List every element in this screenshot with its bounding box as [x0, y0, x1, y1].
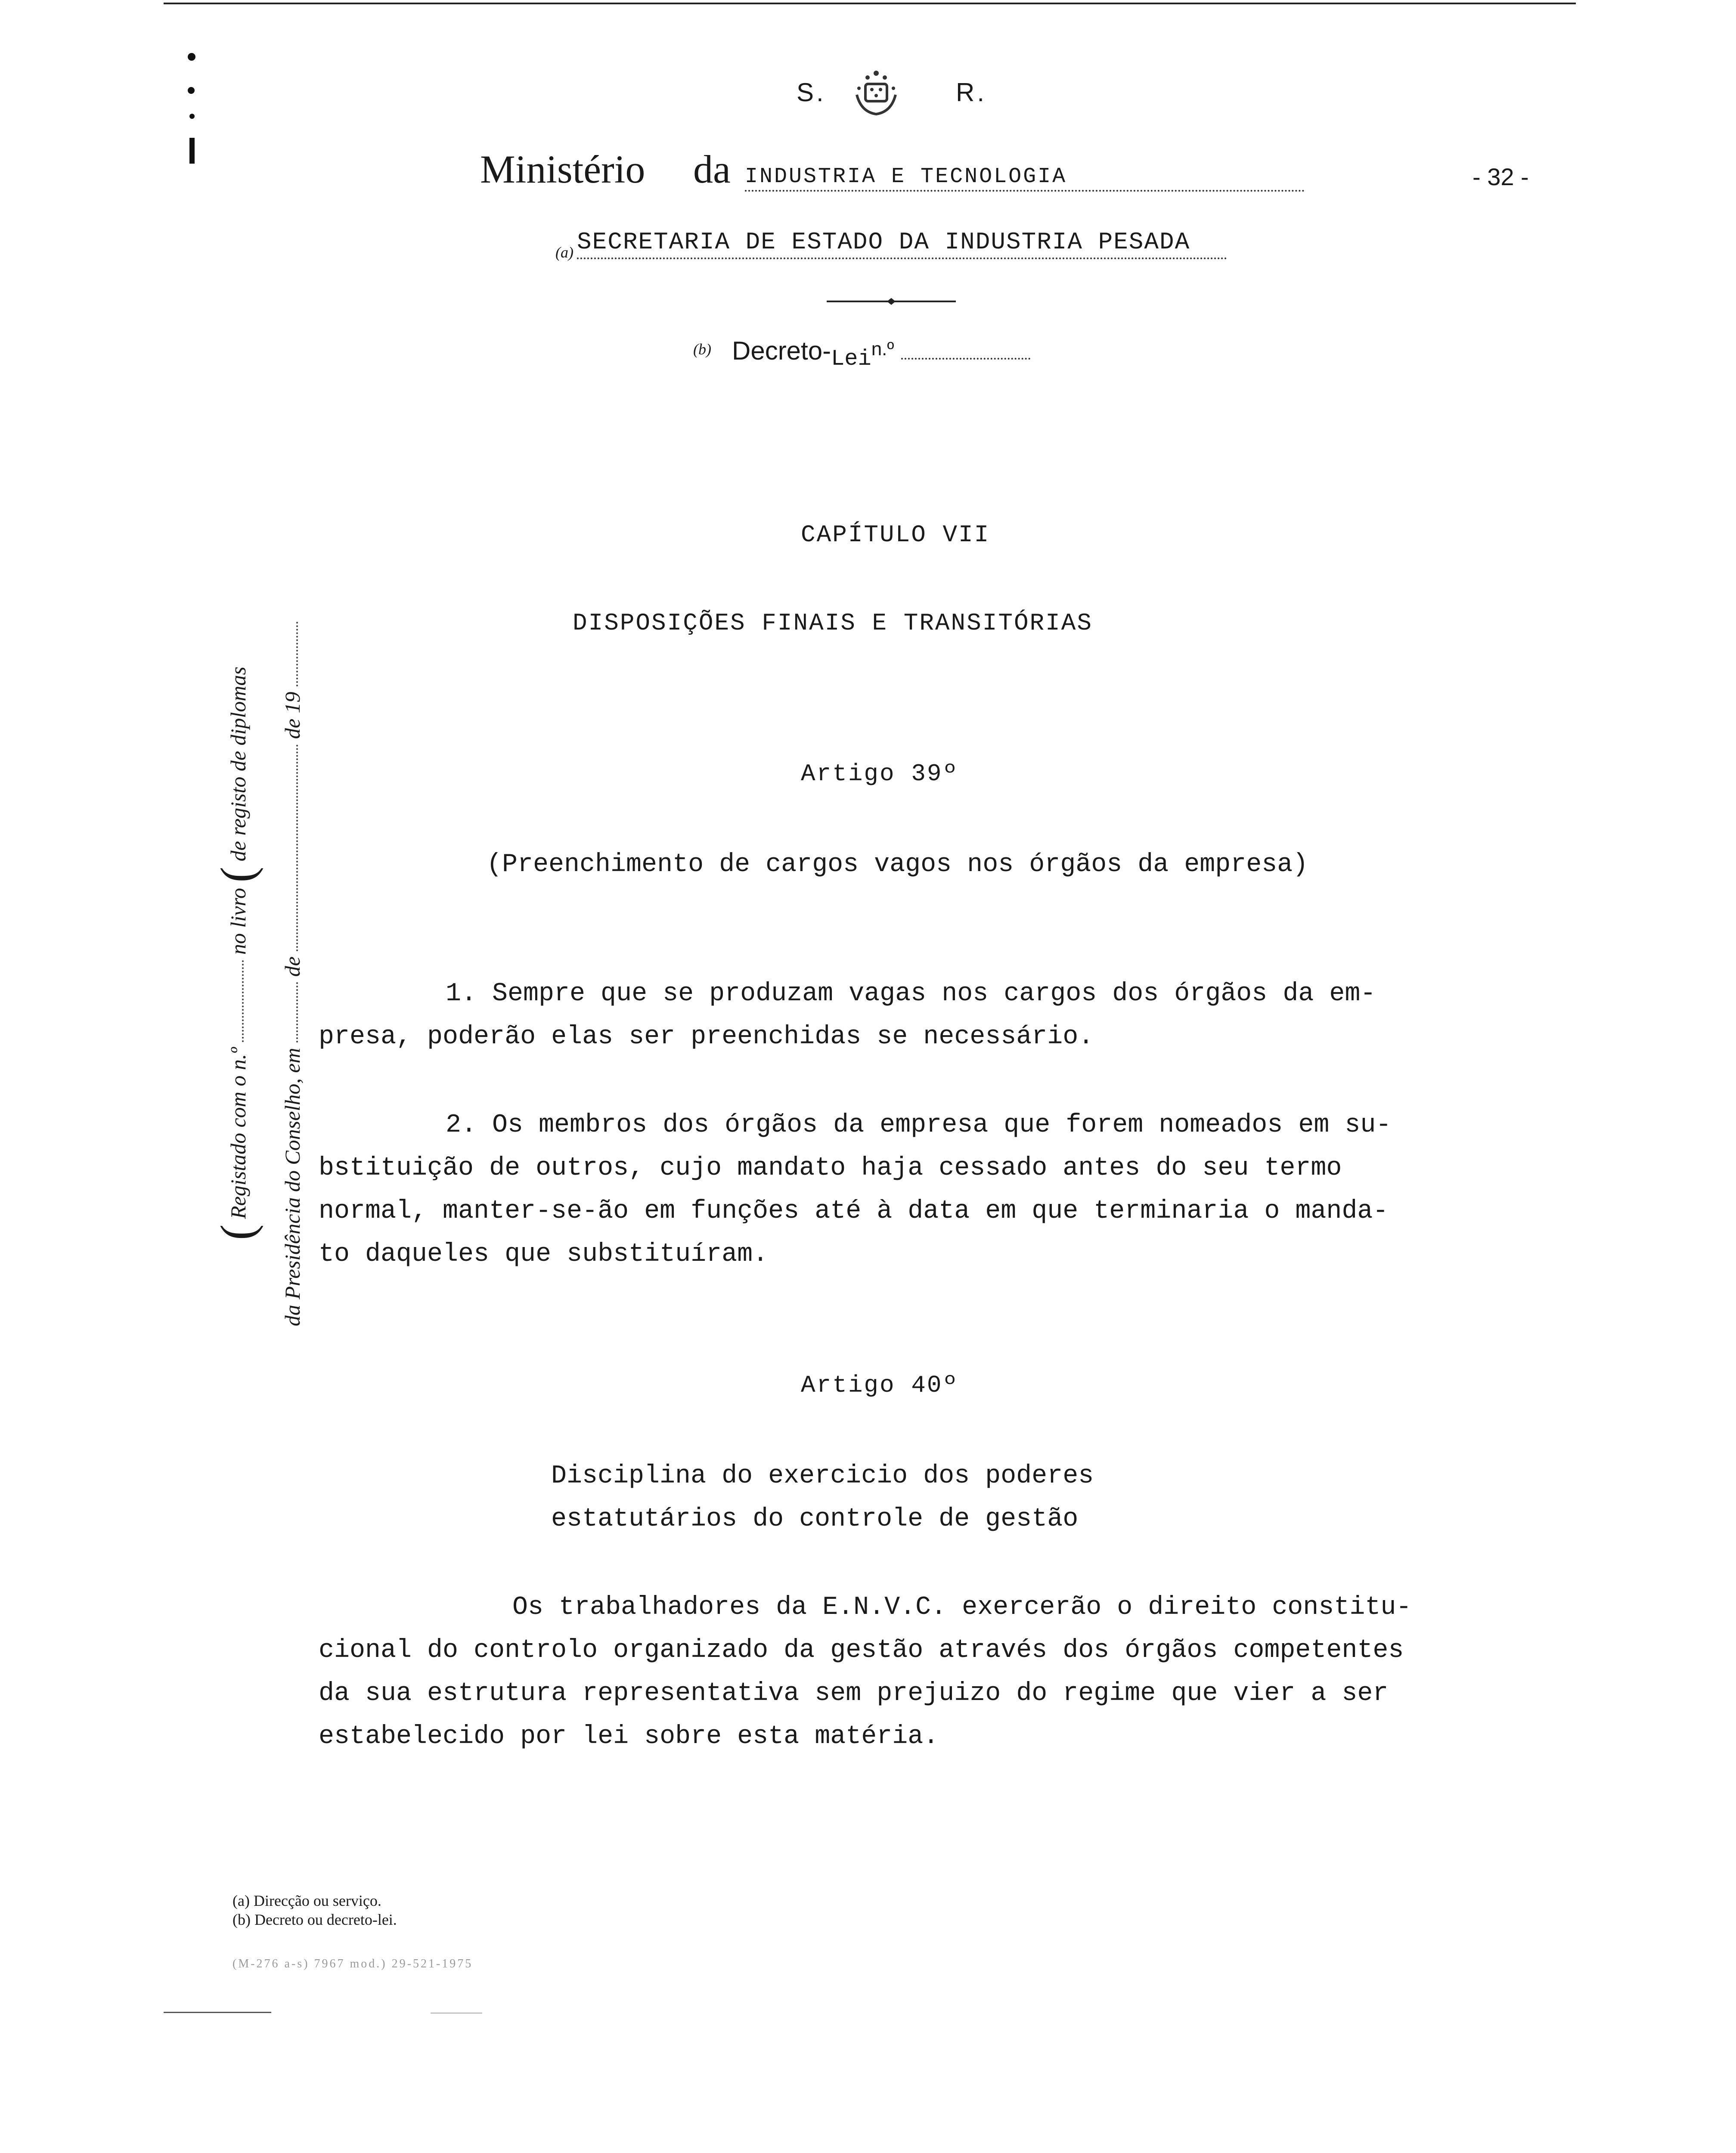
- article-39-title: Artigo 39º: [801, 760, 959, 788]
- article-39-p2-line4: to daqueles que substituíram.: [319, 1240, 769, 1269]
- secretaria-name: SECRETARIA DE ESTADO DA INDUSTRIA PESADA: [577, 228, 1227, 259]
- decreto-text: Decreto-: [732, 336, 831, 365]
- article-40-p-line1: Os trabalhadores da E.N.V.C. exercerão o direito constitu-: [512, 1593, 1412, 1622]
- printer-reference: (M-276 a-s) 7967 mod.) 29-521-1975: [232, 1957, 473, 1970]
- register-blank-b: [292, 982, 298, 1042]
- article-39-p2-line2: bstituição de outros, cujo mandato haja cessado antes do seu termo: [319, 1154, 1342, 1183]
- decreto-suffix: n.º: [871, 338, 894, 360]
- coat-of-arms-emblem-icon: [848, 65, 904, 121]
- page-number: - 32 -: [1472, 163, 1529, 190]
- secretaria-marker: (a): [555, 244, 574, 261]
- register-text-b: no livro: [226, 888, 250, 955]
- article-40-heading-line1: Disciplina do exercicio dos poderes: [551, 1461, 1094, 1491]
- footnote-b: (b) Decreto ou decreto-lei.: [232, 1911, 397, 1928]
- s-letter: S.: [797, 78, 826, 107]
- register-blank-d: [292, 622, 298, 686]
- article-39-p2-line3: normal, manter-se-ão em funções até à data em que terminaria o manda-: [319, 1197, 1389, 1226]
- decreto-handwritten: Lei: [831, 346, 871, 372]
- bottom-rule: [164, 2012, 271, 2013]
- article-40-p-line2: cional do controlo organizado da gestão através dos órgãos competentes: [319, 1636, 1404, 1665]
- article-39-p1-line1: 1. Sempre que se produzam vagas nos cargos dos órgãos da em-: [446, 979, 1376, 1008]
- register-text-a: Registado com o n.º: [226, 1047, 250, 1219]
- binding-marks: [185, 47, 198, 172]
- decreto-number-blank: [901, 354, 1030, 360]
- article-39-p2-line1: 2. Os membros dos órgãos da empresa que forem nomeados em su-: [446, 1111, 1392, 1140]
- r-letter: R.: [956, 78, 987, 107]
- ministry-name: INDUSTRIA E TECNOLOGIA: [745, 164, 1305, 192]
- bracket-open: (: [211, 1224, 264, 1240]
- footnote-a: (a) Direcção ou serviço.: [232, 1892, 381, 1909]
- register-text-f: de: [280, 956, 304, 977]
- register-text-c: de: [226, 841, 250, 862]
- top-rule: [164, 3, 1576, 4]
- register-blank-a: [238, 960, 244, 1042]
- decreto-label: [732, 336, 1030, 372]
- chapter-subtitle: DISPOSIÇÕES FINAIS E TRANSITÓRIAS: [573, 609, 1093, 637]
- register-line-1: [202, 667, 264, 1240]
- register-text-d: registo de diplomas: [226, 667, 250, 836]
- article-40-title: Artigo 40º: [801, 1371, 959, 1399]
- decreto-marker: (b): [693, 341, 711, 358]
- bracket-mid: (: [211, 866, 264, 883]
- article-40-p-line4: estabelecido por lei sobre esta matéria.: [319, 1722, 939, 1751]
- article-39-heading: (Preenchimento de cargos vagos nos órgãos da empresa): [487, 850, 1308, 879]
- da-label: da: [693, 147, 731, 191]
- chapter-title: CAPÍTULO VII: [801, 521, 990, 549]
- register-text-g: de 19: [280, 692, 304, 739]
- register-text-e: da Presidência do Conselho, em: [280, 1048, 304, 1326]
- article-40-p-line3: da sua estrutura representativa sem prejuizo do regime que vier a ser: [319, 1679, 1389, 1708]
- article-40-heading-line2: estatutários do controle de gestão: [551, 1505, 1079, 1534]
- article-39-p1-line2: presa, poderão elas ser preenchidas se necessário.: [319, 1022, 1094, 1052]
- register-line-2: [280, 622, 305, 1326]
- ministerio-label: Ministério: [480, 147, 645, 191]
- register-blank-c: [292, 745, 298, 951]
- ornament-divider: [827, 297, 956, 306]
